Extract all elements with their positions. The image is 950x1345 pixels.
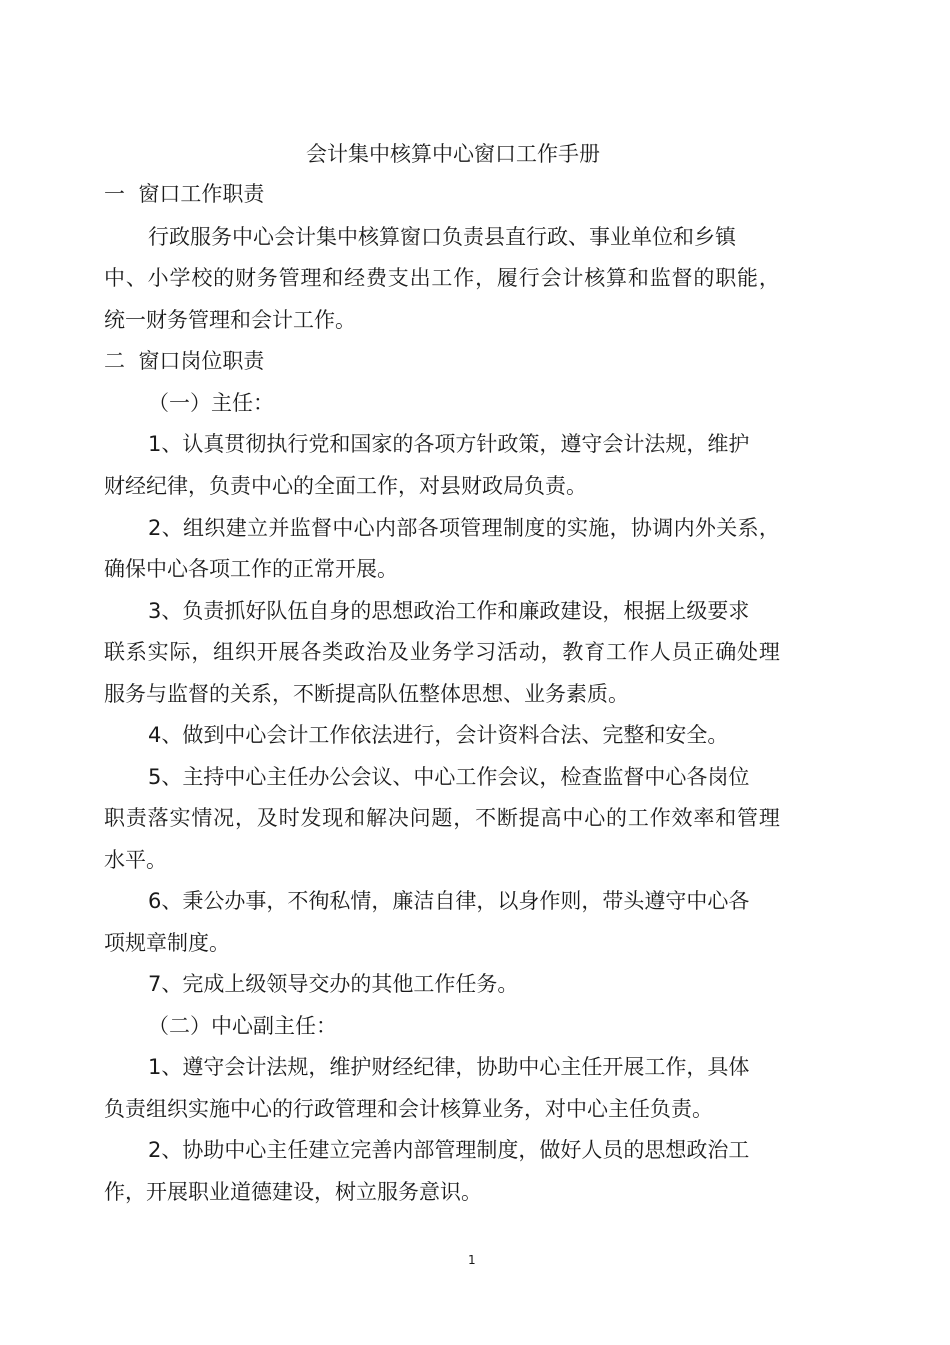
page-number: 1 bbox=[468, 1253, 476, 1267]
list-item-line: 4、做到中心会计工作依法进行，会计资料合法、完整和安全。 bbox=[148, 723, 729, 747]
list-item-line: 确保中心各项工作的正常开展。 bbox=[104, 557, 398, 581]
list-item-line: 1、遵守会计法规，维护财经纪律，协助中心主任开展工作，具体 bbox=[148, 1055, 750, 1079]
subsection-heading: （一）主任： bbox=[148, 391, 274, 415]
list-item-line: 项规章制度。 bbox=[104, 931, 230, 955]
section-heading: 一 窗口工作职责 bbox=[104, 182, 265, 206]
list-item-line: 联 系 实 际 ， 组 织 开 展 各 类 政 治 及 业 务 学 习 活 动 ， 教 育 工 作 人 员 正 确 处 理 bbox=[104, 640, 780, 664]
list-item-line: 服务与监督的关系，不断提高队伍整体思想、业务素质。 bbox=[104, 682, 629, 706]
list-item-line: 作，开展职业道德建设，树立服务意识。 bbox=[104, 1180, 482, 1204]
section-heading: 二 窗口岗位职责 bbox=[104, 349, 265, 373]
list-item-line: 负责组织实施中心的行政管理和会计核算业务，对中心主任负责。 bbox=[104, 1097, 713, 1121]
list-item-line: 7、完成上级领导交办的其他工作任务。 bbox=[148, 972, 519, 996]
list-item-line: 2 、 组 织 建 立 并 监 督 中 心 内 部 各 项 管 理 制 度 的 实 施 ， 协 调 内 外 关 系 ， bbox=[148, 516, 780, 540]
list-item-line: 3、负责抓好队伍自身的思想政治工作和廉政建设，根据上级要求 bbox=[148, 599, 750, 623]
paragraph-line: 统一财务管理和会计工作。 bbox=[104, 308, 356, 332]
subsection-heading: （二）中心副主任： bbox=[148, 1014, 337, 1038]
list-item-line: 1、认真贯彻执行党和国家的各项方针政策，遵守会计法规，维护 bbox=[148, 432, 750, 456]
list-item-line: 6、秉公办事，不徇私情，廉洁自律，以身作则，带头遵守中心各 bbox=[148, 889, 750, 913]
list-item-line: 水平。 bbox=[104, 848, 167, 872]
list-item-line: 5、主持中心主任办公会议、中心工作会议，检查监督中心各岗位 bbox=[148, 765, 750, 789]
list-item-line: 职 责 落 实 情 况 ， 及 时 发 现 和 解 决 问 题 ， 不 断 提 高 中 心 的 工 作 效 率 和 管 理 bbox=[104, 806, 780, 830]
paragraph-line: 行政服务中心会计集中核算窗口负责县直行政、事业单位和乡镇 bbox=[148, 225, 736, 249]
list-item-line: 2、协助中心主任建立完善内部管理制度，做好人员的思想政治工 bbox=[148, 1138, 750, 1162]
list-item-line: 财经纪律，负责中心的全面工作，对县财政局负责。 bbox=[104, 474, 587, 498]
document-title: 会计集中核算中心窗口工作手册 bbox=[306, 142, 600, 166]
paragraph-line: 中 、 小 学 校 的 财 务 管 理 和 经 费 支 出 工 作 ， 履 行 会 计 核 算 和 监 督 的 职 能 ， bbox=[104, 266, 780, 290]
